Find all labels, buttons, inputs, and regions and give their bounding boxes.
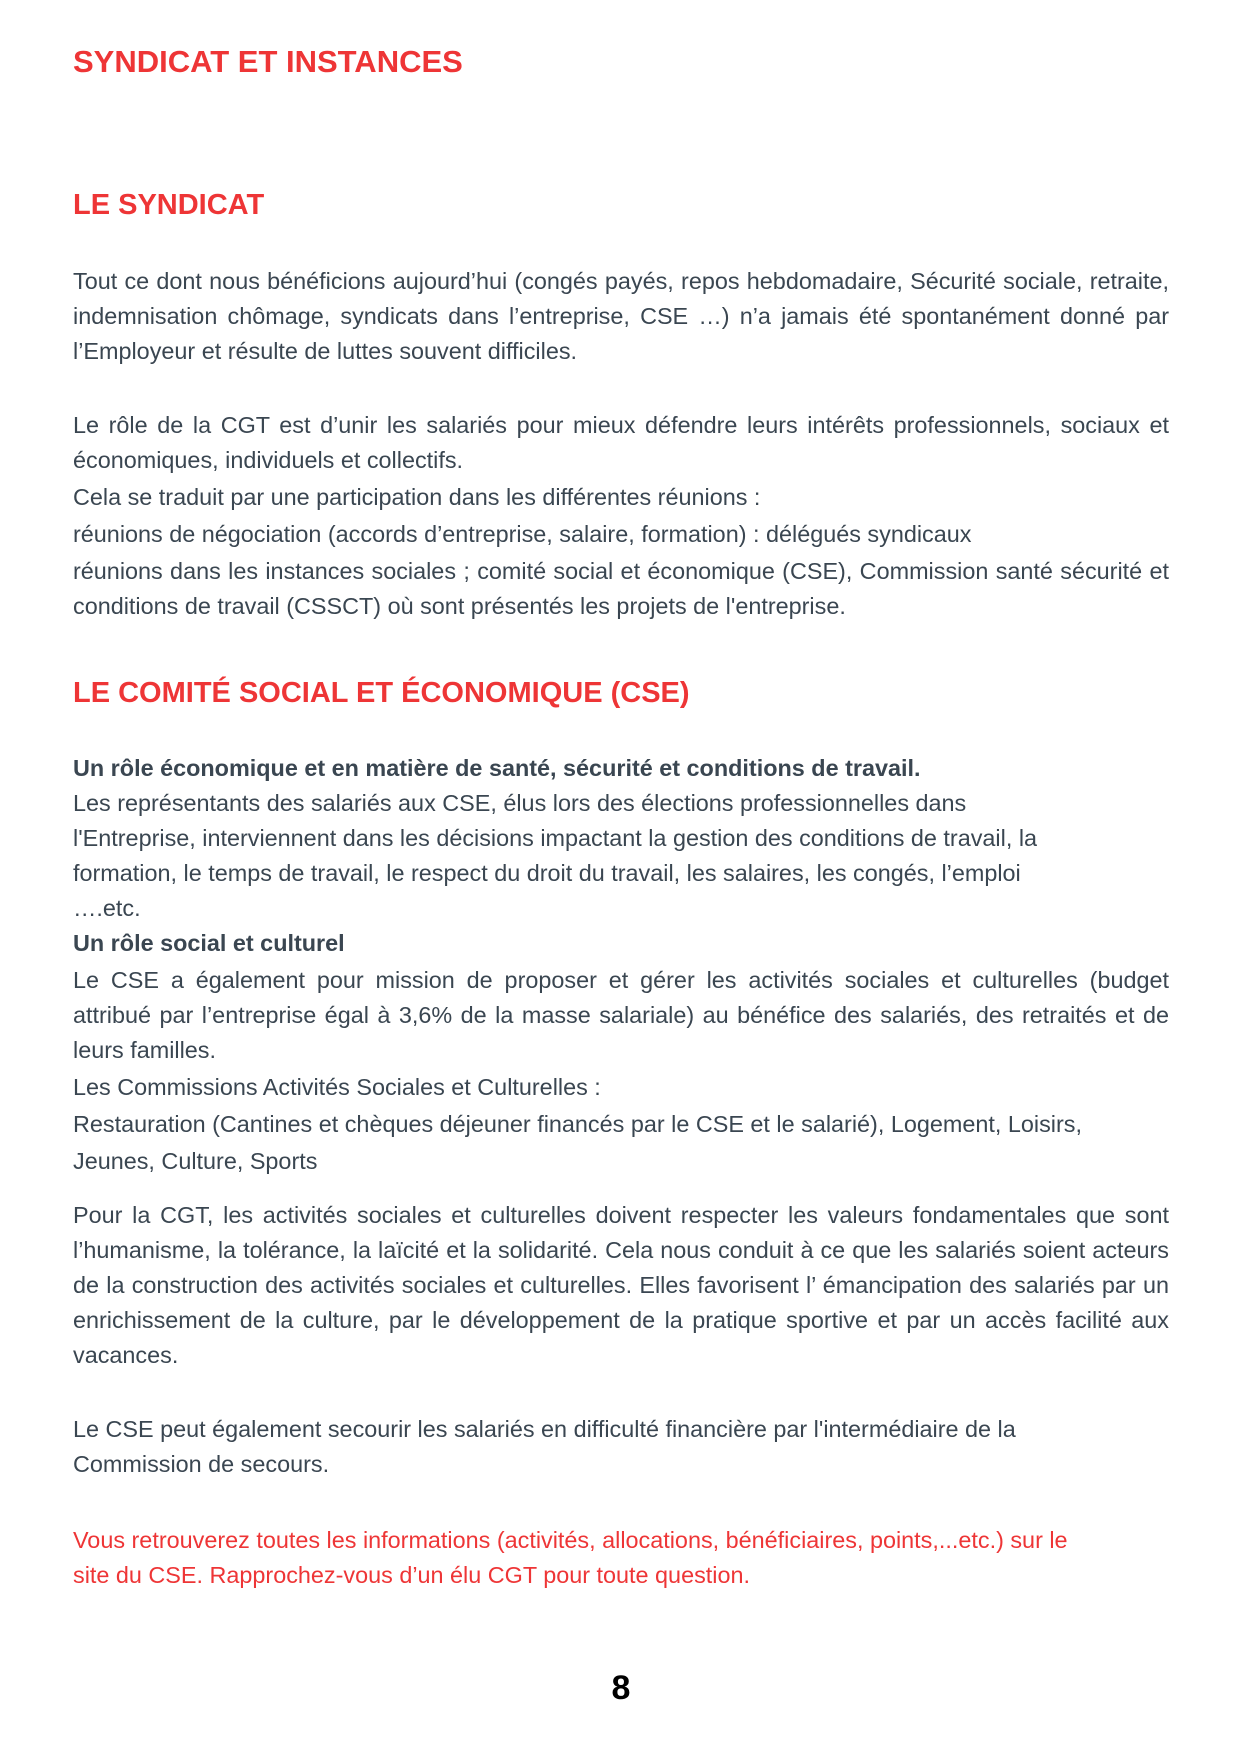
secours-line-2: Commission de secours.: [73, 1451, 330, 1477]
cgt-values-paragraph-block: [73, 1198, 1169, 1373]
section-heading-cse: LE COMITÉ SOCIAL ET ÉCONOMIQUE (CSE): [73, 677, 690, 709]
note-line-1: Vous retrouverez toutes les informations (activités, allocations, bénéficiaires, points,...etc.) sur le: [73, 1527, 1068, 1553]
economic-role-line-3: formation, le temps de travail, le respect du droit du travail, les salaires, les congés, l’emploi: [73, 860, 1021, 886]
section-heading-syndicat: LE SYNDICAT: [73, 189, 265, 221]
syndicat-paragraph-group: [73, 408, 1169, 624]
commissions-paragraph: Les Commissions Activités Sociales et Culturelles :: [73, 1074, 601, 1100]
subheading-social-role: Un rôle social et culturel: [73, 930, 345, 956]
cse-economic-role: [73, 751, 1169, 1179]
document-title: SYNDICAT ET INSTANCES: [73, 44, 463, 79]
secours-line-1: Le CSE peut également secourir les salariés en difficulté financière par l'intermédiaire de la: [73, 1416, 1016, 1442]
social-instances-paragraph: réunions dans les instances sociales ; comité social et économique (CSE), Commission santé sécurité et conditions de travail (CSSCT) où sont présentés les projets de l'entreprise.: [73, 558, 1169, 619]
cgt-values-paragraph: Pour la CGT, les activités sociales et culturelles doivent respecter les valeurs fondamentales que sont l’humanisme, la tolérance, la laïcité et la solidarité. Cela nous conduit à ce que les salariés soient acteurs de la construction des activités sociales et culturelles. Elles favorisent l’ émancipation des salariés par un enrichissement de la culture, par le développement de la pratique sportive et par un accès facilité aux vacances.: [73, 1202, 1169, 1368]
economic-role-line-1: Les représentants des salariés aux CSE, élus lors des élections professionnelles dans: [73, 790, 967, 816]
page-number: 8: [611, 1669, 631, 1707]
commissions-line-1: Restauration (Cantines et chèques déjeuner financés par le CSE et le salarié), Logement, Loisirs,: [73, 1111, 1082, 1137]
participation-paragraph: Cela se traduit par une participation dans les différentes réunions :: [73, 484, 761, 510]
cse-info-note: [73, 1523, 1169, 1593]
cgt-role-paragraph: Le rôle de la CGT est d’unir les salariés pour mieux défendre leurs intérêts professionnels, sociaux et économiques, individuels et collectifs.: [73, 412, 1169, 473]
syndicat-paragraph-1: Tout ce dont nous bénéficions aujourd’hui (congés payés, repos hebdomadaire, Sécurité sociale, retraite, indemnisation chômage, syndicats dans l’entreprise, CSE …) n’a jamais été spontanément donné par l’Employeur et résulte de luttes souvent difficiles.: [73, 268, 1169, 364]
negotiation-meetings-paragraph: réunions de négociation (accords d’entreprise, salaire, formation) : délégués syndicaux: [73, 521, 972, 547]
social-role-paragraph: Le CSE a également pour mission de proposer et gérer les activités sociales et culturelles (budget attribué par l’entreprise égal à 3,6% de la masse salariale) au bénéfice des salariés, des retraités et de leurs familles.: [73, 967, 1169, 1063]
economic-role-line-2: l'Entreprise, interviennent dans les décisions impactant la gestion des conditions de travail, la: [73, 825, 1038, 851]
note-line-2: site du CSE. Rapprochez-vous d’un élu CGT pour toute question.: [73, 1562, 750, 1588]
commissions-line-2: Jeunes, Culture, Sports: [73, 1148, 318, 1174]
secours-paragraph-block: [73, 1412, 1169, 1482]
economic-role-line-4: ….etc.: [73, 895, 141, 921]
subheading-economic-role: Un rôle économique et en matière de santé, sécurité et conditions de travail.: [73, 755, 921, 781]
